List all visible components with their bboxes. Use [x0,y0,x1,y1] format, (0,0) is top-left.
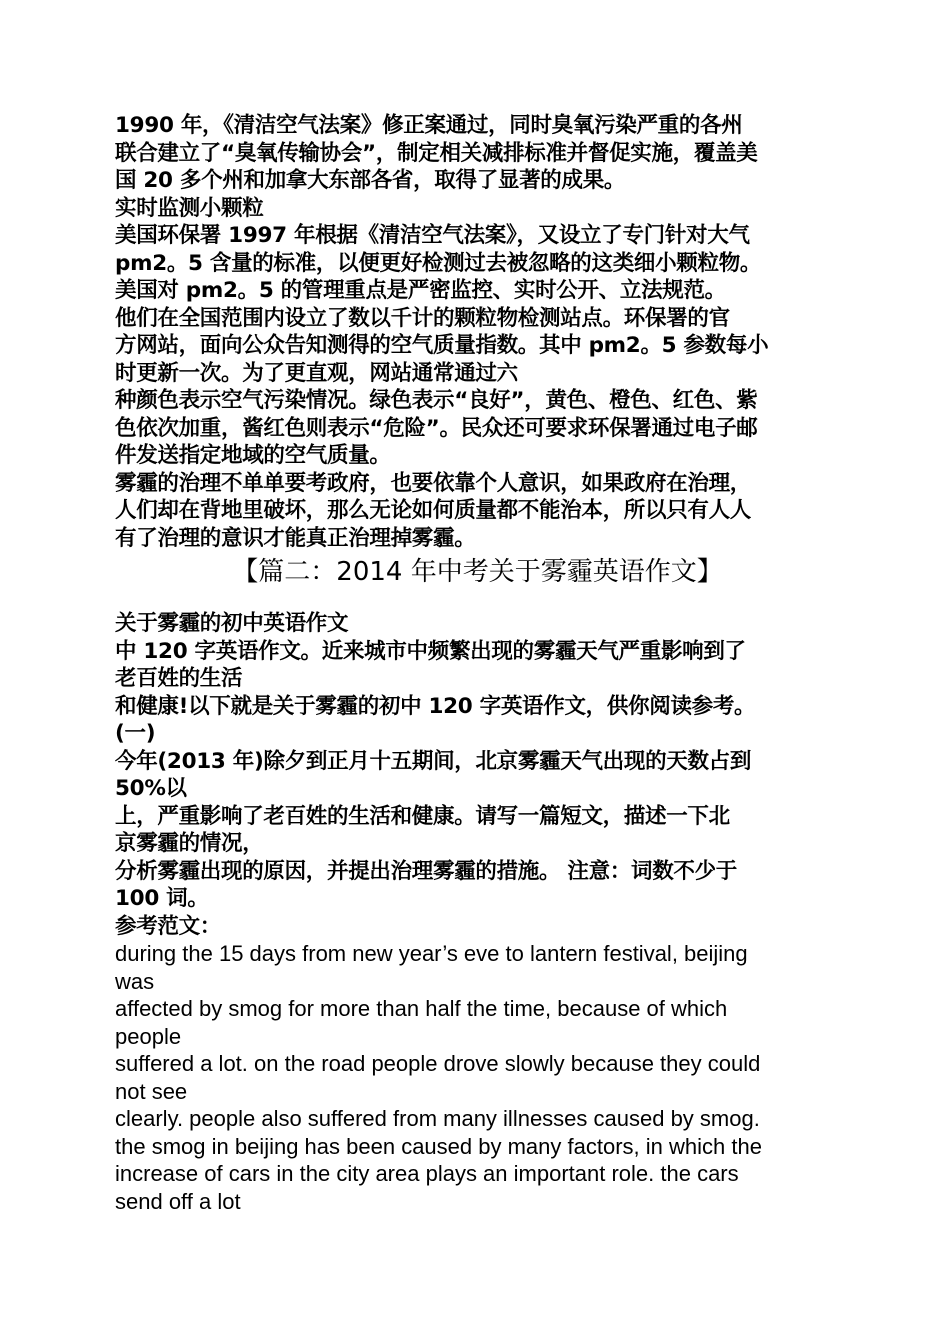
essay-line: people [115,1023,182,1049]
text-line: 分析雾霾出现的原因，并提出治理雾霾的措施。 注意：词数不少于 [115,858,737,884]
subheading-line: 参考范文： [115,913,222,939]
text-line: 有了治理的意识才能真正治理掉雾霾。 [115,525,476,551]
text-line: 时更新一次。为了更直观，网站通常通过六 [115,360,518,386]
text-line: 1990 年，《清洁空气法案》修正案通过，同时臭氧污染严重的各州 [115,113,743,138]
section-sample-essay [115,940,840,1215]
text-line: 美国对 pm2。5 的管理重点是严密监控、实时公开、立法规范。 [115,278,726,303]
subheading-line: 关于雾霾的初中英语作文 [115,611,349,636]
essay-line: increase of cars in the city area plays an important role. the cars [115,1161,739,1186]
text-line: 雾霾的治理不单单要考政府，也要依靠个人意识，如果政府在治理， [115,470,752,496]
text-line: 老百姓的生活 [115,666,243,691]
essay-line: clearly. people also suffered from many illnesses caused by smog. [115,1106,760,1131]
text-line: 50%以 [115,776,187,801]
essay-line: not see [115,1078,188,1104]
document-page [115,112,840,1215]
essay-line: was [115,968,155,994]
text-line: pm2。5 含量的标准，以便更好检测过去被忽略的这类细小颗粒物。 [115,250,762,276]
text-line: 种颜色表示空气污染情况。绿色表示“良好”，黄色、橙色、红色、紫 [115,388,758,413]
section-smog-essay-prompt [115,610,840,940]
essay-line: during the 15 days from new year’s eve to lantern festival, beijing [115,941,748,966]
subheading-line: 实时监测小颗粒 [115,195,264,221]
text-line: 上，严重影响了老百姓的生活和健康。请写一篇短文，描述一下北 [115,803,730,829]
text-line: 人们却在背地里破坏，那么无论如何质量都不能治本，所以只有人人 [115,498,752,523]
text-line: 今年(2013 年)除夕到正月十五期间，北京雾霾天气出现的天数占到 [115,748,752,774]
essay-line: suffered a lot. on the road people drove slowly because they could [115,1051,761,1076]
text-line: 他们在全国范围内设立了数以千计的颗粒物检测站点。环保署的官 [115,305,730,331]
text-line: 国 20 多个州和加拿大东部各省，取得了显著的成果。 [115,168,626,193]
text-line: 件发送指定地域的空气质量。 [115,443,391,468]
text-line: 中 120 字英语作文。近来城市中频繁出现的雾霾天气严重影响到了 [115,638,746,664]
text-line: 方网站，面向公众告知测得的空气质量指数。其中 pm2。5 参数每小 [115,333,769,358]
text-line: 联合建立了“臭氧传输协会”，制定相关减排标准并督促实施，覆盖美 [115,140,758,166]
text-line: (一) [115,721,156,746]
essay-line: the smog in beijing has been caused by many factors, in which the [115,1133,762,1159]
text-line: 色依次加重，酱红色则表示“危险”。民众还可要求环保署通过电子邮 [115,415,758,441]
text-line: 美国环保署 1997 年根据《清洁空气法案》，又设立了专门针对大气 [115,223,750,248]
essay-line: send off a lot [115,1188,241,1214]
section-heading: 【篇二：2014 年中考关于雾霾英语作文】 [232,557,723,587]
essay-line: affected by smog for more than half the time, because of which [115,996,728,1021]
text-line: 100 词。 [115,886,209,911]
text-line: 京雾霾的情况， [115,831,264,856]
text-line: 和健康!以下就是关于雾霾的初中 120 字英语作文，供你阅读参考。 [115,693,756,719]
section-us-air-policy [115,112,840,552]
